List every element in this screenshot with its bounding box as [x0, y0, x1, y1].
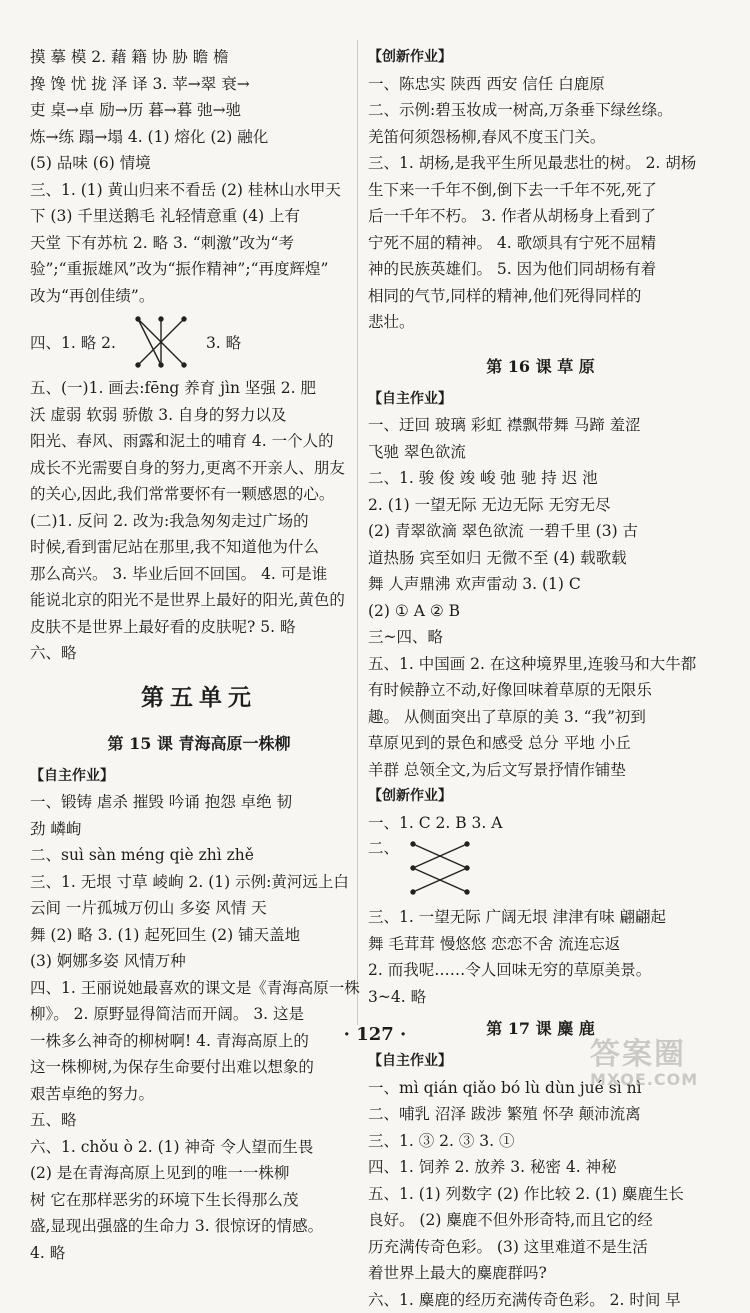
answer-line: 三、1. 胡杨,是我平生所见最悲壮的树。 2. 胡杨 — [368, 150, 713, 177]
site-watermark — [590, 1040, 740, 1090]
answer-line: 二、suì sàn méng qiè zhì zhě — [30, 842, 368, 869]
answer-line: 柳》。 2. 原野显得简洁而开阔。 3. 这是 — [30, 1001, 368, 1028]
section-tag: 【创新作业】 — [368, 783, 713, 810]
answer-line: (5) 品味 (6) 情境 — [30, 150, 368, 177]
matching-answer-row — [30, 309, 368, 375]
answer-line: 生下来一千年不倒,倒下去一千年不死,死了 — [368, 177, 713, 204]
answer-line: 神的民族英雄们。 5. 因为他们同胡杨有着 — [368, 256, 713, 283]
answer-line: 后一千年不朽。 3. 作者从胡杨身上看到了 — [368, 203, 713, 230]
answer-line: 的关心,因此,我们常常要怀有一颗感恩的心。 — [30, 481, 368, 508]
matching-lines-diagram — [405, 836, 475, 900]
answer-line: 摸 摹 模 2. 藉 籍 协 胁 瞻 檐 — [30, 44, 368, 71]
watermark-logo: 答案圈 — [590, 1040, 740, 1070]
answer-line: 一、陈忠实 陕西 西安 信任 白鹿原 — [368, 71, 713, 98]
answer-line: 盛,显现出强盛的生命力 3. 很惊讶的情感。 — [30, 1213, 368, 1240]
answer-line: 三、1. 无垠 寸草 崚峋 2. (1) 示例:黄河远上白 — [30, 869, 368, 896]
answer-line: 六、1. 麋鹿的经历充满传奇色彩。 2. 时间 早 — [368, 1287, 713, 1313]
answer-line: 一、1. C 2. B 3. A — [368, 810, 713, 837]
answer-line: 改为“再创佳绩”。 — [30, 283, 368, 310]
answer-line: 4. 略 — [30, 1240, 368, 1267]
answer-line: 历充满传奇色彩。 (3) 这里难道不是生活 — [368, 1234, 713, 1261]
matching-answer-row — [368, 836, 713, 904]
matching-lines-diagram — [130, 313, 192, 371]
answer-line: 一、mì qián qiǎo bó lù dùn jué sì nì — [368, 1075, 713, 1102]
lesson-title: 第 17 课 麋 鹿 — [368, 1010, 713, 1048]
answer-line: 能说北京的阳光不是世界上最好的阳光,黄色的 — [30, 587, 368, 614]
answer-line: 草原见到的景色和感受 总分 平地 小丘 — [368, 730, 713, 757]
answer-line: 舞 (2) 略 3. (1) 起死回生 (2) 铺天盖地 — [30, 922, 368, 949]
answer-line: 四、1. 饲养 2. 放养 3. 秘密 4. 神秘 — [368, 1154, 713, 1181]
q4-prefix: 四、1. 略 2. — [30, 331, 116, 353]
answer-line: 天堂 下有苏杭 2. 略 3. “刺激”改为“考 — [30, 230, 368, 257]
answer-line: 五、1. 中国画 2. 在这种境界里,连骏马和大牛都 — [368, 651, 713, 678]
answer-line: 一、迂回 玻璃 彩虹 襟飘带舞 马蹄 羞涩 — [368, 412, 713, 439]
page-number: · 127 · — [0, 1024, 750, 1045]
answer-line: 2. (1) 一望无际 无边无际 无穷无尽 — [368, 492, 713, 519]
answer-line: (二)1. 反问 2. 改为:我急匆匆走过广场的 — [30, 508, 368, 535]
answer-line: 有时候静立不动,好像回味着草原的无限乐 — [368, 677, 713, 704]
watermark-url: MXQE.COM — [590, 1070, 740, 1089]
answer-line: 沃 虚弱 软弱 骄傲 3. 自身的努力以及 — [30, 402, 368, 429]
answer-line: 2. 而我呢……令人回味无穷的草原美景。 — [368, 957, 713, 984]
answer-line: 下 (3) 千里送鹅毛 礼轻情意重 (4) 上有 — [30, 203, 368, 230]
answer-line: 五、略 — [30, 1107, 368, 1134]
answer-line: 着世界上最大的麋鹿群吗? — [368, 1260, 713, 1287]
answer-line: 四、1. 王丽说她最喜欢的课文是《青海高原一株 — [30, 975, 368, 1002]
answer-line: 相同的气节,同样的精神,他们死得同样的 — [368, 283, 713, 310]
answer-line: 这一株柳树,为保存生命要付出难以想象的 — [30, 1054, 368, 1081]
answer-line: 二、哺乳 沼泽 跋涉 繁殖 怀孕 颠沛流离 — [368, 1101, 713, 1128]
answer-line: 搀 馋 忧 拢 泽 译 3. 苹→翠 衰→ — [30, 71, 368, 98]
answer-line: 一、锻铸 虐杀 摧毁 吟诵 抱怨 卓绝 韧 — [30, 789, 368, 816]
answer-line: 良好。 (2) 麋鹿不但外形奇特,而且它的经 — [368, 1207, 713, 1234]
left-column — [30, 44, 368, 1266]
answer-line: 三~四、略 — [368, 624, 713, 651]
answer-line: 艰苦卓绝的努力。 — [30, 1081, 368, 1108]
answer-line: 成长不光需要自身的努力,更离不开亲人、朋友 — [30, 455, 368, 482]
answer-line: 飞驰 翠色欲流 — [368, 439, 713, 466]
answer-line: (2) ① A ② B — [368, 598, 713, 625]
answer-line: 时候,看到雷尼站在那里,我不知道他为什么 — [30, 534, 368, 561]
answer-line: 悲壮。 — [368, 309, 713, 336]
answer-line: 六、1. chǒu ò 2. (1) 神奇 令人望而生畏 — [30, 1134, 368, 1161]
answer-line: 三、1. ③ 2. ③ 3. ① — [368, 1128, 713, 1155]
lesson-title: 第 16 课 草 原 — [368, 348, 713, 386]
answer-line: 羌笛何须怨杨柳,春风不度玉门关。 — [368, 124, 713, 151]
answer-line: 道热肠 宾至如归 无微不至 (4) 载歌载 — [368, 545, 713, 572]
answer-line: 五、1. (1) 列数字 (2) 作比较 2. (1) 麋鹿生长 — [368, 1181, 713, 1208]
answer-line: 趣。 从侧面突出了草原的美 3. “我”初到 — [368, 704, 713, 731]
answer-line: 舞 毛茸茸 慢悠悠 恋恋不舍 流连忘返 — [368, 931, 713, 958]
section-tag: 【自主作业】 — [368, 1048, 713, 1075]
answer-line: 舞 人声鼎沸 欢声雷动 3. (1) C — [368, 571, 713, 598]
answer-line: 树 它在那样恶劣的环境下生长得那么茂 — [30, 1187, 368, 1214]
section-tag: 【创新作业】 — [368, 44, 713, 71]
unit-title: 第五单元 — [30, 671, 368, 725]
answer-line: 阳光、春风、雨露和泥土的哺育 4. 一个人的 — [30, 428, 368, 455]
answer-line: 云间 一片孤城万仞山 多姿 风情 天 — [30, 895, 368, 922]
answer-line: 羊群 总领全文,为后文写景抒情作铺垫 — [368, 757, 713, 784]
q2-label: 二、 — [368, 836, 399, 858]
answer-line: 一株多么神奇的柳树啊! 4. 青海高原上的 — [30, 1028, 368, 1055]
answer-line: 吏 桌→卓 励→历 暮→暮 弛→驰 — [30, 97, 368, 124]
right-column — [368, 44, 713, 1313]
answer-line: 劲 嶙峋 — [30, 816, 368, 843]
q4-suffix: 3. 略 — [206, 331, 241, 353]
answer-line: 三、1. (1) 黄山归来不看岳 (2) 桂林山水甲天 — [30, 177, 368, 204]
answer-line: 六、略 — [30, 640, 368, 667]
lesson-title: 第 15 课 青海高原一株柳 — [30, 725, 368, 763]
section-tag: 【自主作业】 — [368, 386, 713, 413]
answer-line: 二、示例:碧玉妆成一树高,万条垂下绿丝绦。 — [368, 97, 713, 124]
answer-line: 五、(一)1. 画去:fēng 养育 jìn 坚强 2. 肥 — [30, 375, 368, 402]
answer-line: 二、1. 骏 俊 竣 峻 弛 驰 持 迟 池 — [368, 465, 713, 492]
answer-line: 验”;“重振雄风”改为“振作精神”;“再度辉煌” — [30, 256, 368, 283]
answer-line: 皮肤不是世界上最好看的皮肤呢? 5. 略 — [30, 614, 368, 641]
section-tag: 【自主作业】 — [30, 763, 368, 790]
answer-line: (2) 青翠欲滴 翠色欲流 一碧千里 (3) 古 — [368, 518, 713, 545]
answer-line: (2) 是在青海高原上见到的唯一一株柳 — [30, 1160, 368, 1187]
answer-line: 那么高兴。 3. 毕业后回不回国。 4. 可是谁 — [30, 561, 368, 588]
answer-line: 宁死不屈的精神。 4. 歌颂具有宁死不屈精 — [368, 230, 713, 257]
answer-line: 3~4. 略 — [368, 984, 713, 1011]
answer-line: 炼→练 蹋→塌 4. (1) 熔化 (2) 融化 — [30, 124, 368, 151]
answer-line: 三、1. 一望无际 广阔无垠 津津有味 翩翩起 — [368, 904, 713, 931]
answer-line: (3) 婀娜多姿 风情万种 — [30, 948, 368, 975]
